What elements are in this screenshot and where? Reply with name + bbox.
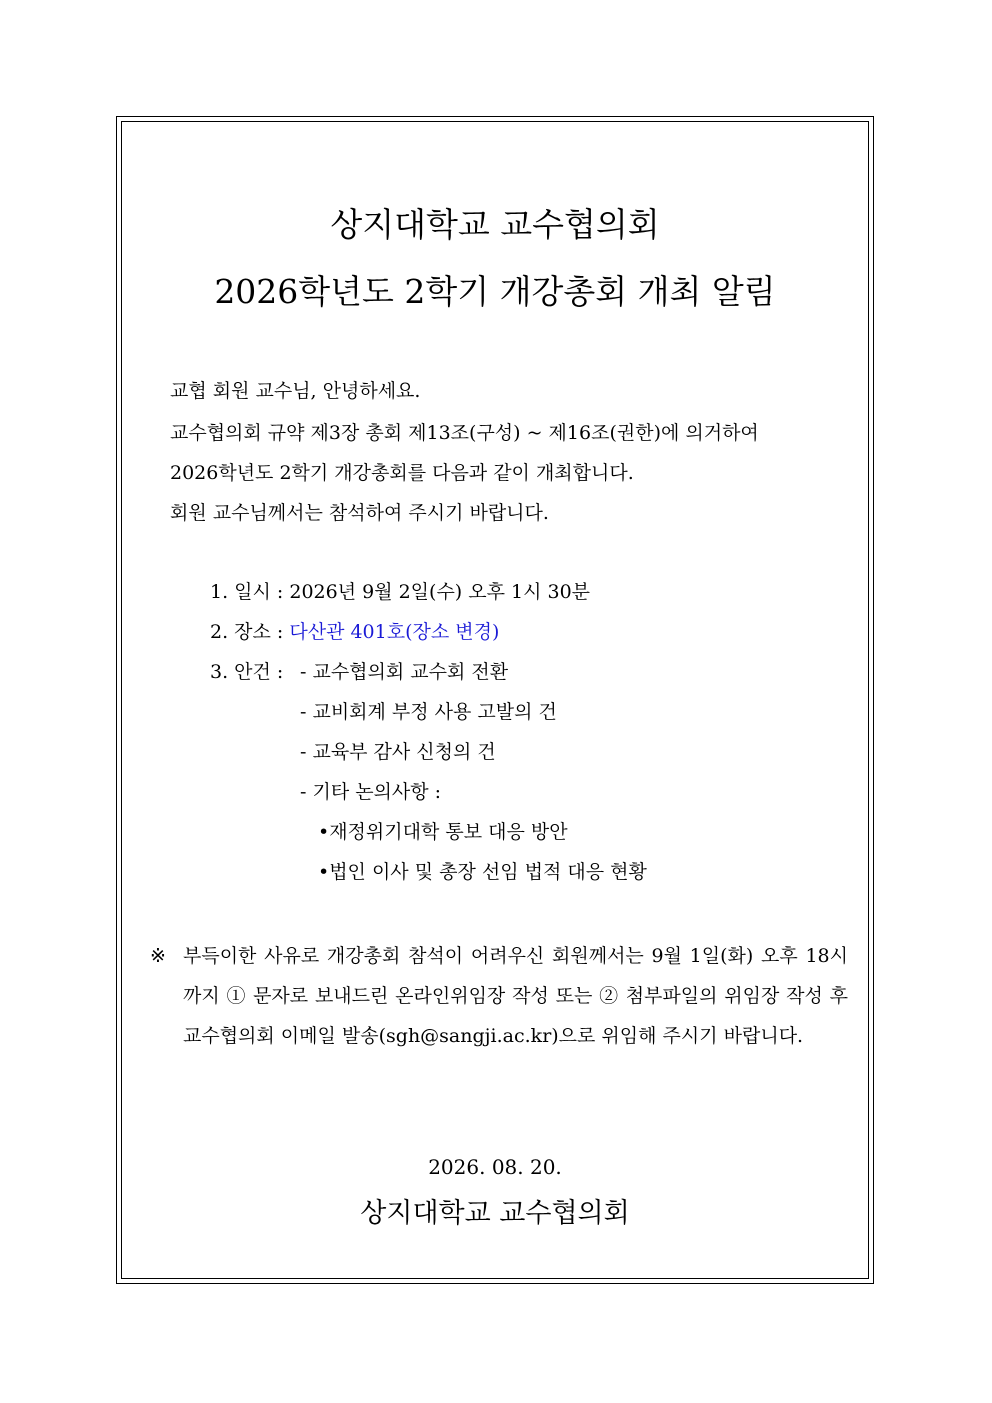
intro-announcement: 2026학년도 2학기 개강총회를 다음과 같이 개최합니다. bbox=[170, 462, 634, 484]
intro-regulation: 교수협의회 규약 제3장 총회 제13조(구성) ~ 제16조(권한)에 의거하여 bbox=[170, 422, 759, 444]
footer-organization: 상지대학교 교수협의회 bbox=[360, 1198, 630, 1229]
detail-datetime-value: 2026년 9월 2일(수) 오후 1시 30분 bbox=[289, 581, 591, 603]
detail-agenda-label: 3. 안건 : bbox=[210, 661, 284, 683]
issue-date: 2026. 08. 20. bbox=[428, 1155, 562, 1179]
agenda-item: - 교육부 감사 신청의 건 bbox=[300, 741, 496, 763]
detail-location-value: 다산관 401호(장소 변경) bbox=[289, 621, 500, 643]
agenda-sub-item: •재정위기대학 통보 대응 방안 bbox=[318, 821, 568, 843]
title-announcement: 2026학년도 2학기 개강총회 개최 알림 bbox=[214, 272, 776, 311]
detail-location-label: 2. 장소 : bbox=[210, 621, 290, 643]
detail-datetime bbox=[210, 579, 590, 605]
agenda-item: - 교수협의회 교수회 전환 bbox=[300, 661, 509, 683]
reference-mark-icon: ※ bbox=[150, 945, 166, 967]
detail-datetime-label: 1. 일시 : bbox=[210, 581, 290, 603]
agenda-item: - 기타 논의사항 : bbox=[300, 781, 442, 803]
intro-greeting: 교협 회원 교수님, 안녕하세요. bbox=[170, 380, 421, 402]
title-organization: 상지대학교 교수협의회 bbox=[330, 205, 660, 244]
agenda-item: - 교비회계 부정 사용 고발의 건 bbox=[300, 701, 557, 723]
detail-location bbox=[210, 619, 499, 645]
agenda-sub-item: •법인 이사 및 총장 선임 법적 대응 현황 bbox=[318, 861, 647, 883]
intro-request: 회원 교수님께서는 참석하여 주시기 바랍니다. bbox=[170, 502, 549, 524]
proxy-notice-text: 부득이한 사유로 개강총회 참석이 어려우신 회원께서는 9월 1일(화) 오후 18시까지 ① 문자로 보내드린 온라인위임장 작성 또는 ② 첨부파일의 위임장 작성 후 교수협의회 이메일 발송(sgh@sangji.ac.kr)으로 위임해 주시기 바랍니다. bbox=[183, 945, 848, 1047]
